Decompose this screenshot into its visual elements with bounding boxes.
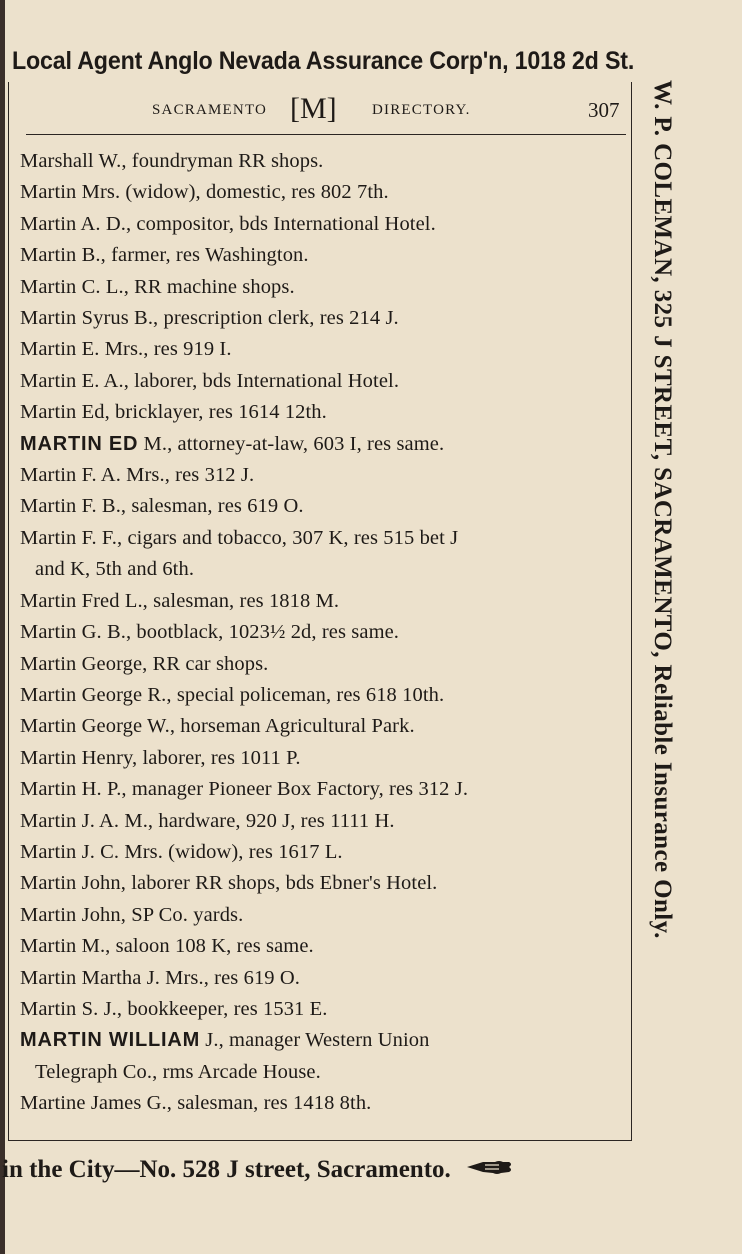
header-rule <box>26 134 626 135</box>
directory-entry <box>20 649 626 680</box>
entry-text: Martin G. B., bootblack, 1023½ 2d, res same. <box>20 621 400 644</box>
entry-text: Martin E. Mrs., res 919 I. <box>20 338 232 361</box>
directory-entry <box>20 334 626 365</box>
entry-text: Martin John, SP Co. yards. <box>20 903 244 926</box>
directory-entry <box>20 617 626 648</box>
bottom-advertisement <box>2 1152 642 1188</box>
directory-entry <box>20 303 626 334</box>
directory-entry-continuation <box>20 554 626 585</box>
running-head-title: DIRECTORY. <box>372 102 471 118</box>
entry-text: Martin C. L., RR machine shops. <box>20 275 295 298</box>
directory-entry <box>20 491 626 522</box>
entry-text: Martin A. D., compositor, bds International Hotel. <box>20 212 436 235</box>
entry-text: Martin M., saloon 108 K, res same. <box>20 935 314 958</box>
entry-text: and K, 5th and 6th. <box>35 558 195 581</box>
entry-text: Martin George R., special policeman, res 618 10th. <box>20 683 445 706</box>
directory-entry <box>20 837 626 868</box>
directory-entry <box>20 146 626 177</box>
directory-entry <box>20 994 626 1025</box>
directory-entry <box>20 774 626 805</box>
bottom-advertisement-text: in the City—No. 528 J street, Sacramento. <box>2 1156 451 1183</box>
entry-text: Marshall W., foundryman RR shops. <box>20 150 324 172</box>
entry-text: Martin John, laborer RR shops, bds Ebner's Hotel. <box>20 872 438 895</box>
directory-entries <box>20 146 626 1120</box>
directory-entry <box>20 806 626 837</box>
running-head-letter: [M] <box>290 92 337 125</box>
entry-text: Martin J. A. M., hardware, 920 J, res 1111 H. <box>20 809 395 832</box>
entry-text: Martin George, RR car shops. <box>20 652 269 675</box>
entry-text: J., manager Western Union <box>200 1029 430 1052</box>
entry-text: Martin H. P., manager Pioneer Box Factory, res 312 J. <box>20 778 469 801</box>
entry-bold-name: MARTIN ED <box>20 432 139 455</box>
directory-entry <box>20 586 626 617</box>
entry-text: Martin F. A. Mrs., res 312 J. <box>20 464 255 487</box>
entry-text: Martin S. J., bookkeeper, res 1531 E. <box>20 997 328 1020</box>
entry-text: Martin B., farmer, res Washington. <box>20 244 309 267</box>
directory-entry <box>20 711 626 742</box>
entry-text: Martin Syrus B., prescription clerk, res 214 J. <box>20 307 399 330</box>
entry-text: Martin Fred L., salesman, res 1818 M. <box>20 589 340 612</box>
directory-entry <box>20 397 626 428</box>
directory-entry-continuation <box>20 1057 626 1088</box>
directory-entry <box>20 209 626 240</box>
directory-entry <box>20 366 626 397</box>
directory-entry <box>20 523 626 554</box>
running-head <box>8 92 628 130</box>
directory-entry <box>20 1088 626 1119</box>
entry-text: Martin Ed, bricklayer, res 1614 12th. <box>20 401 327 424</box>
entry-text: Martin F. F., cigars and tobacco, 307 K, res 515 bet J <box>20 526 459 549</box>
running-head-city: SACRAMENTO <box>152 102 268 118</box>
entry-text: Martin Martha J. Mrs., res 619 O. <box>20 966 301 989</box>
entry-text: Martin J. C. Mrs. (widow), res 1617 L. <box>20 840 343 863</box>
entry-text: Telegraph Co., rms Arcade House. <box>35 1060 321 1083</box>
directory-entry <box>20 868 626 899</box>
page-number: 307 <box>588 98 620 122</box>
directory-entry <box>20 931 626 962</box>
side-advertisement-text: W. P. COLEMAN, 325 J STREET, SACRAMENTO, Reliable Insurance Only. <box>649 80 676 939</box>
entry-bold-name: MARTIN WILLIAM <box>20 1029 201 1052</box>
entry-text: Martin E. A., laborer, bds International Hotel. <box>20 369 400 392</box>
entry-text: Martin George W., horseman Agricultural Park. <box>20 715 415 738</box>
directory-entry <box>20 240 626 271</box>
entry-text: Martin Henry, laborer, res 1011 P. <box>20 746 301 769</box>
directory-entry <box>20 177 626 208</box>
directory-entry <box>20 272 626 303</box>
directory-entry <box>20 429 626 460</box>
entry-text: Martin Mrs. (widow), domestic, res 802 7th. <box>20 181 389 204</box>
directory-entry <box>20 1025 626 1056</box>
directory-entry <box>20 743 626 774</box>
directory-entry <box>20 963 626 994</box>
book-spine <box>0 0 5 1254</box>
top-advertisement: Local Agent Anglo Nevada Assurance Corp'n, 1018 2d St. <box>12 47 635 75</box>
entry-text: Martine James G., salesman, res 1418 8th. <box>20 1092 372 1115</box>
pointing-hand-icon <box>465 1153 515 1189</box>
directory-entry <box>20 680 626 711</box>
entry-text: M., attorney-at-law, 603 I, res same. <box>138 432 445 455</box>
side-advertisement <box>642 80 682 1150</box>
entry-text: Martin F. B., salesman, res 619 O. <box>20 495 304 518</box>
directory-entry <box>20 460 626 491</box>
directory-entry <box>20 900 626 931</box>
